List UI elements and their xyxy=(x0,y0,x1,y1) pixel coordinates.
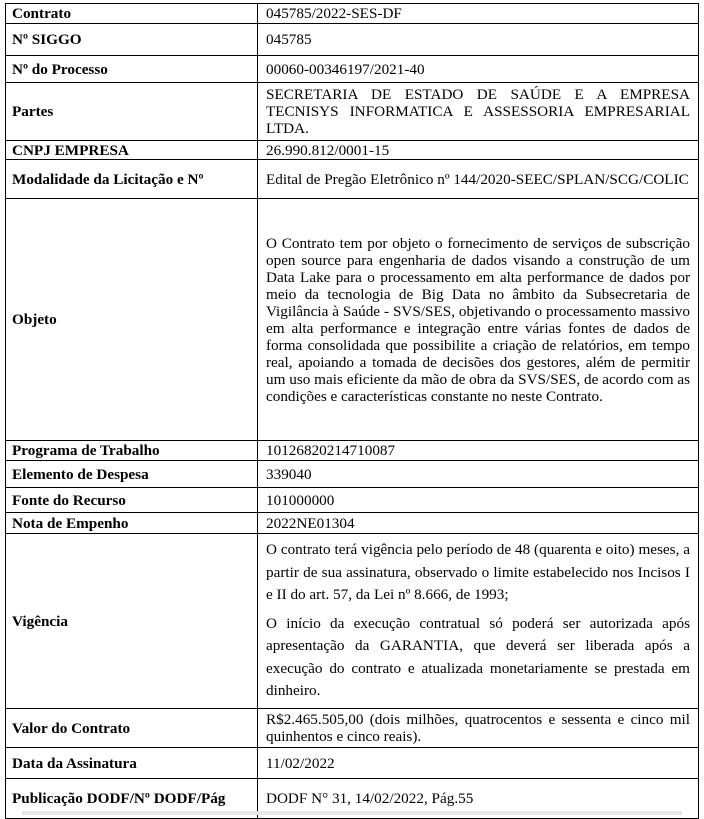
row-partes xyxy=(6,83,699,141)
row-fonte xyxy=(6,488,699,513)
row-programa xyxy=(6,441,699,461)
label-publicacao: Publicação DODF/Nº DODF/Pág xyxy=(6,779,258,819)
page-bottom-scrollbar[interactable] xyxy=(22,811,682,815)
label-modalidade: Modalidade da Licitação e Nº xyxy=(6,160,258,199)
row-objeto xyxy=(6,199,699,441)
label-siggo: Nº SIGGO xyxy=(6,24,258,56)
row-contrato xyxy=(6,4,699,24)
row-cnpj xyxy=(6,141,699,160)
value-objeto: O Contrato tem por objeto o fornecimento de serviços de subscrição open source para engenharia de dados visando a construção de um Data Lake para o processamento em alta performance de dados por meio da tecnologia de Big Data no âmbito da Subsecretaria de Vigilância à Saúde - SVS/SES, objetivando o processamento massivo em alta performance e integração entre várias fontes de dados de forma consolidada que possibilite a criação de relatórios, em tempo real, apoiando a tomada de decisões dos gestores, além de permitir um uso mais eficiente da mão de obra da SVS/SES, de acordo com as condições e características constante no neste Contrato. xyxy=(258,199,699,441)
value-data: 11/02/2022 xyxy=(258,748,699,779)
value-contrato: 045785/2022-SES-DF xyxy=(258,4,699,24)
value-cnpj: 26.990.812/0001-15 xyxy=(258,141,699,160)
label-contrato: Contrato xyxy=(6,4,258,24)
label-valor: Valor do Contrato xyxy=(6,709,258,748)
label-partes: Partes xyxy=(6,83,258,141)
label-data: Data da Assinatura xyxy=(6,748,258,779)
row-data xyxy=(6,748,699,779)
value-partes: SECRETARIA DE ESTADO DE SAÚDE E A EMPRESA TECNISYS INFORMATICA E ASSESSORIA EMPRESARIAL LTDA. xyxy=(258,83,699,141)
value-empenho: 2022NE01304 xyxy=(258,513,699,534)
label-programa: Programa de Trabalho xyxy=(6,441,258,461)
row-processo xyxy=(6,56,699,83)
value-programa: 10126820214710087 xyxy=(258,441,699,461)
value-processo: 00060-00346197/2021-40 xyxy=(258,56,699,83)
label-elemento: Elemento de Despesa xyxy=(6,461,258,488)
label-empenho: Nota de Empenho xyxy=(6,513,258,534)
row-valor xyxy=(6,709,699,748)
row-empenho xyxy=(6,513,699,534)
label-cnpj: CNPJ EMPRESA xyxy=(6,141,258,160)
label-fonte: Fonte do Recurso xyxy=(6,488,258,513)
label-vigencia: Vigência xyxy=(6,534,258,709)
vigencia-paragraph-1: O contrato terá vigência pelo período de 48 (quarenta e oito) meses, a partir de sua assinatura, observado o limite estabelecido nos Incisos I e II do art. 57, da Lei nº 8.666, de 1993; xyxy=(266,541,690,604)
label-processo: Nº do Processo xyxy=(6,56,258,83)
contract-summary-table xyxy=(5,3,699,819)
label-objeto: Objeto xyxy=(6,199,258,441)
value-siggo: 045785 xyxy=(258,24,699,56)
row-elemento xyxy=(6,461,699,488)
value-elemento: 339040 xyxy=(258,461,699,488)
row-modalidade xyxy=(6,160,699,199)
value-valor: R$2.465.505,00 (dois milhões, quatrocentos e sessenta e cinco mil quinhentos e cinco reais). xyxy=(258,709,699,748)
vigencia-paragraph-2: O início da execução contratual só poderá ser autorizada após apresentação da GARANTIA, que deverá ser liberada após a execução do contrato e atualizada monetariamente se prestada em dinheiro. xyxy=(266,614,690,700)
value-fonte: 101000000 xyxy=(258,488,699,513)
value-vigencia xyxy=(258,534,699,709)
value-modalidade: Edital de Pregão Eletrônico nº 144/2020-SEEC/SPLAN/SCG/COLIC xyxy=(258,160,699,199)
value-publicacao: DODF N° 31, 14/02/2022, Pág.55 xyxy=(258,779,699,819)
row-vigencia xyxy=(6,534,699,709)
row-siggo xyxy=(6,24,699,56)
